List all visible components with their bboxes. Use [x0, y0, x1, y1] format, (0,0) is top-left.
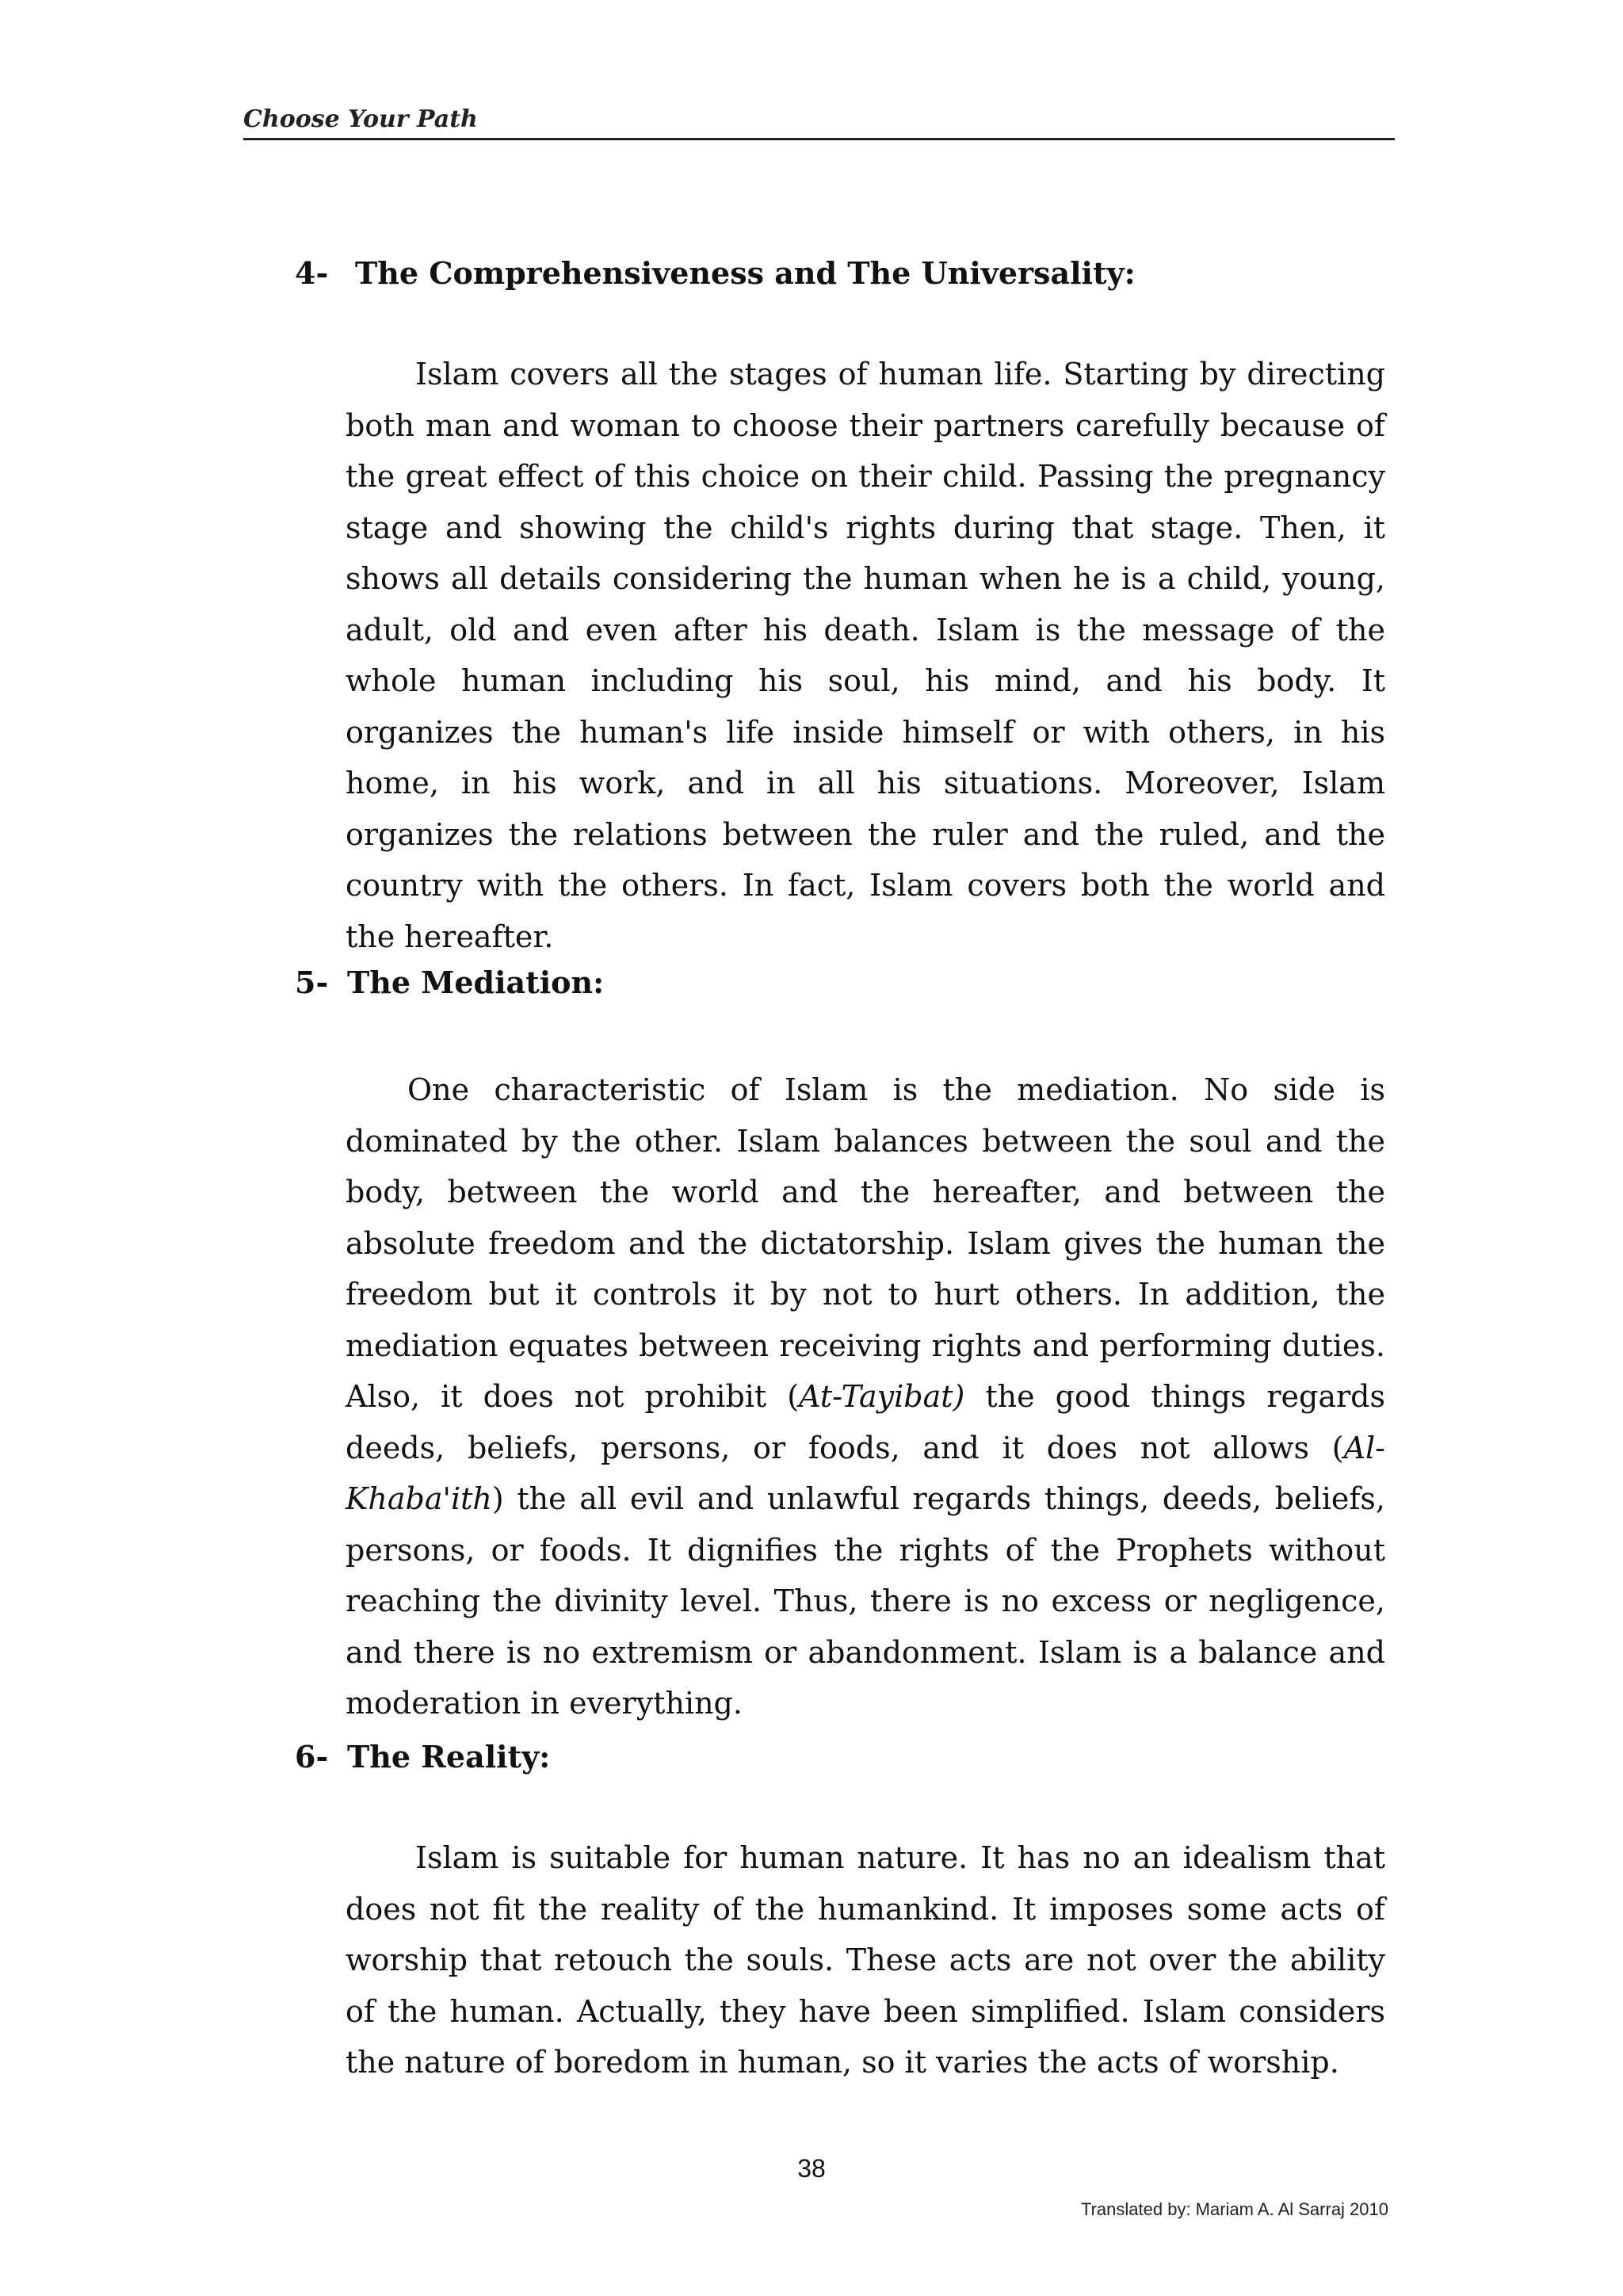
- section-body-5: [346, 1064, 1385, 1729]
- header-title: Choose Your Path: [243, 105, 478, 133]
- page-header: [243, 94, 1395, 140]
- section-body-6: [346, 1832, 1385, 2088]
- section-number: 4-: [295, 255, 329, 291]
- translator-credit: Translated by: Mariam A. Al Sarraj 2010: [1080, 2199, 1388, 2219]
- section-title: The Reality:: [347, 1739, 551, 1775]
- section-title: The Mediation:: [347, 965, 605, 1000]
- paragraph-text: Islam covers all the stages of human life. Starting by directing both man and woman to choose their partners carefully because of the great effect of this choice on their child. Passing the pregnancy stage and showing the child's rights during that stage. Then, it shows all details considering the human when he is a child, young, adult, old and even after his death. Islam is the message of the whole human including his soul, his mind, and his body. It organizes the human's life inside himself or with others, in his home, in his work, and in all his situations. Moreover, Islam organizes the relations between the ruler and the ruled, and the country with the others. In fact, Islam covers both the world and the hereafter.: [346, 357, 1385, 954]
- section-heading-5: [295, 965, 604, 1000]
- paragraph-text: Islam is suitable for human nature. It has no an idealism that does not fit the reality of the humankind. It imposes some acts of worship that retouch the souls. These acts are not over the ability of the human. Actually, they have been simplified. Islam considers the nature of boredom in human, so it varies the acts of worship.: [346, 1840, 1385, 2080]
- arabic-term: At-Tayibat): [799, 1379, 965, 1414]
- paragraph-text: One characteristic of Islam is the mediation. No side is dominated by the other. Islam balances between the soul and the body, between the world and the hereafter, and between the absolute freedom and the dictatorship. Islam gives the human the freedom but it controls it by not to hurt others. In addition, the mediation equates between receiving rights and performing duties. Also, it does not prohibit (: [346, 1072, 1385, 1414]
- section-heading-6: [295, 1739, 550, 1775]
- section-number: 5-: [295, 965, 329, 1000]
- page-number: 38: [797, 2154, 826, 2183]
- section-heading-4: [295, 255, 1136, 291]
- paragraph-text: the good things regards deeds, beliefs, persons, or foods, and it does not allows (: [346, 1379, 1385, 1465]
- paragraph-text: ) the all evil and unlawful regards things, deeds, beliefs, persons, or foods. It dignifies the rights of the Prophets without reaching the divinity level. Thus, there is no excess or negligence, and there is no extremism or abandonment. Islam is a balance and moderation in everything.: [346, 1481, 1385, 1721]
- section-title: The Comprehensiveness and The Universality:: [355, 255, 1136, 291]
- section-number: 6-: [295, 1739, 329, 1775]
- arabic-term: Al-Khaba'ith: [346, 1430, 1385, 1516]
- section-body-4: [346, 349, 1385, 962]
